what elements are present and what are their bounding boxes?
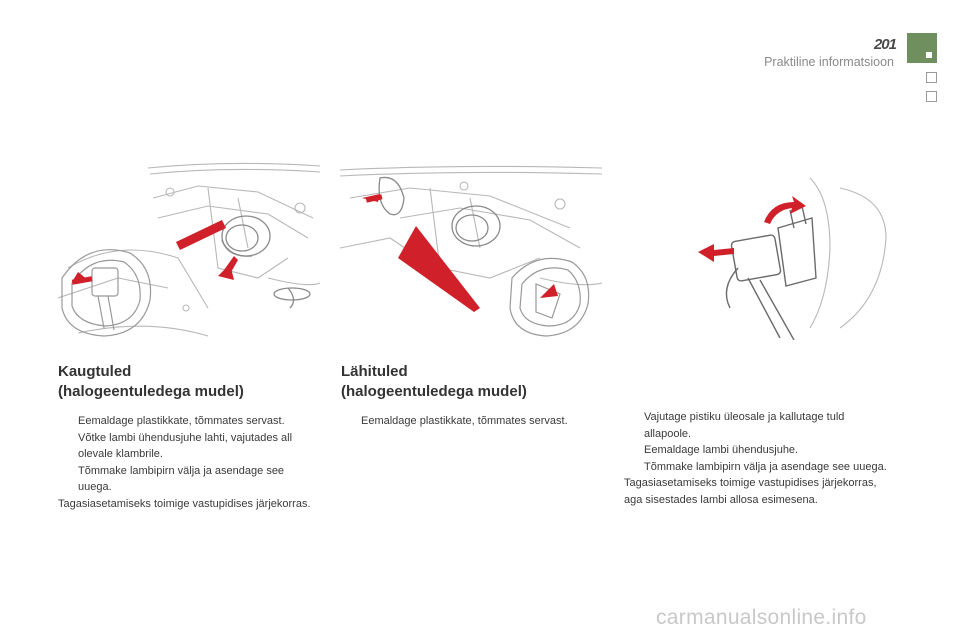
page-number: 201 bbox=[873, 36, 896, 53]
low-beam-drawing bbox=[340, 158, 602, 340]
low-beam-steps bbox=[341, 413, 603, 430]
chapter-tab bbox=[907, 33, 937, 63]
list-item: Tõmmake lambipirn välja ja asendage see uuega. bbox=[644, 460, 887, 473]
low-beam-continued-steps bbox=[624, 409, 890, 475]
column-low-beam bbox=[341, 362, 603, 430]
high-beam-subtitle: (halogeentuledega mudel) bbox=[58, 383, 244, 400]
section-title: Praktiline informatsioon bbox=[764, 55, 894, 69]
list-item: Eemaldage plastikkate, tõmmates servast. bbox=[78, 415, 285, 427]
illustration-low-beam bbox=[340, 158, 602, 340]
low-beam-continued-note: Tagasiasetamiseks toimige vastupidises järjekorras, aga sisestades lambi allosa esimesena. bbox=[624, 477, 877, 506]
low-beam-subtitle: (halogeentuledega mudel) bbox=[341, 383, 527, 400]
high-beam-title: Kaugtuled bbox=[58, 363, 132, 380]
column-low-beam-continued bbox=[624, 409, 890, 508]
list-item: Tõmmake lambipirn välja ja asendage see uuega. bbox=[78, 464, 285, 493]
list-item: Eemaldage lambi ühendusjuhe. bbox=[644, 444, 799, 456]
chapter-tab-marker bbox=[926, 52, 932, 58]
low-beam-title: Lähituled bbox=[341, 363, 408, 380]
chapter-tab-empty-1 bbox=[926, 72, 937, 83]
list-item: Võtke lambi ühendusjuhe lahti, vajutades all olevale klambrile. bbox=[78, 431, 293, 460]
high-beam-heading bbox=[58, 362, 320, 402]
low-beam-heading bbox=[341, 362, 603, 402]
high-beam-note: Tagasiasetamiseks toimige vastupidises järjekorras. bbox=[58, 497, 311, 510]
high-beam-steps bbox=[58, 413, 320, 496]
illustration-bulb-removal bbox=[690, 158, 890, 340]
column-high-beam bbox=[58, 362, 320, 512]
watermark: carmanualsonline.info bbox=[656, 606, 867, 629]
high-beam-drawing bbox=[58, 158, 320, 340]
bulb-removal-drawing bbox=[690, 158, 890, 340]
list-item: Eemaldage plastikkate, tõmmates servast. bbox=[361, 415, 568, 427]
list-item: Vajutage pistiku üleosale ja kallutage tuld allapoole. bbox=[644, 411, 845, 440]
chapter-tab-empty-2 bbox=[926, 91, 937, 102]
illustration-high-beam bbox=[58, 158, 320, 340]
